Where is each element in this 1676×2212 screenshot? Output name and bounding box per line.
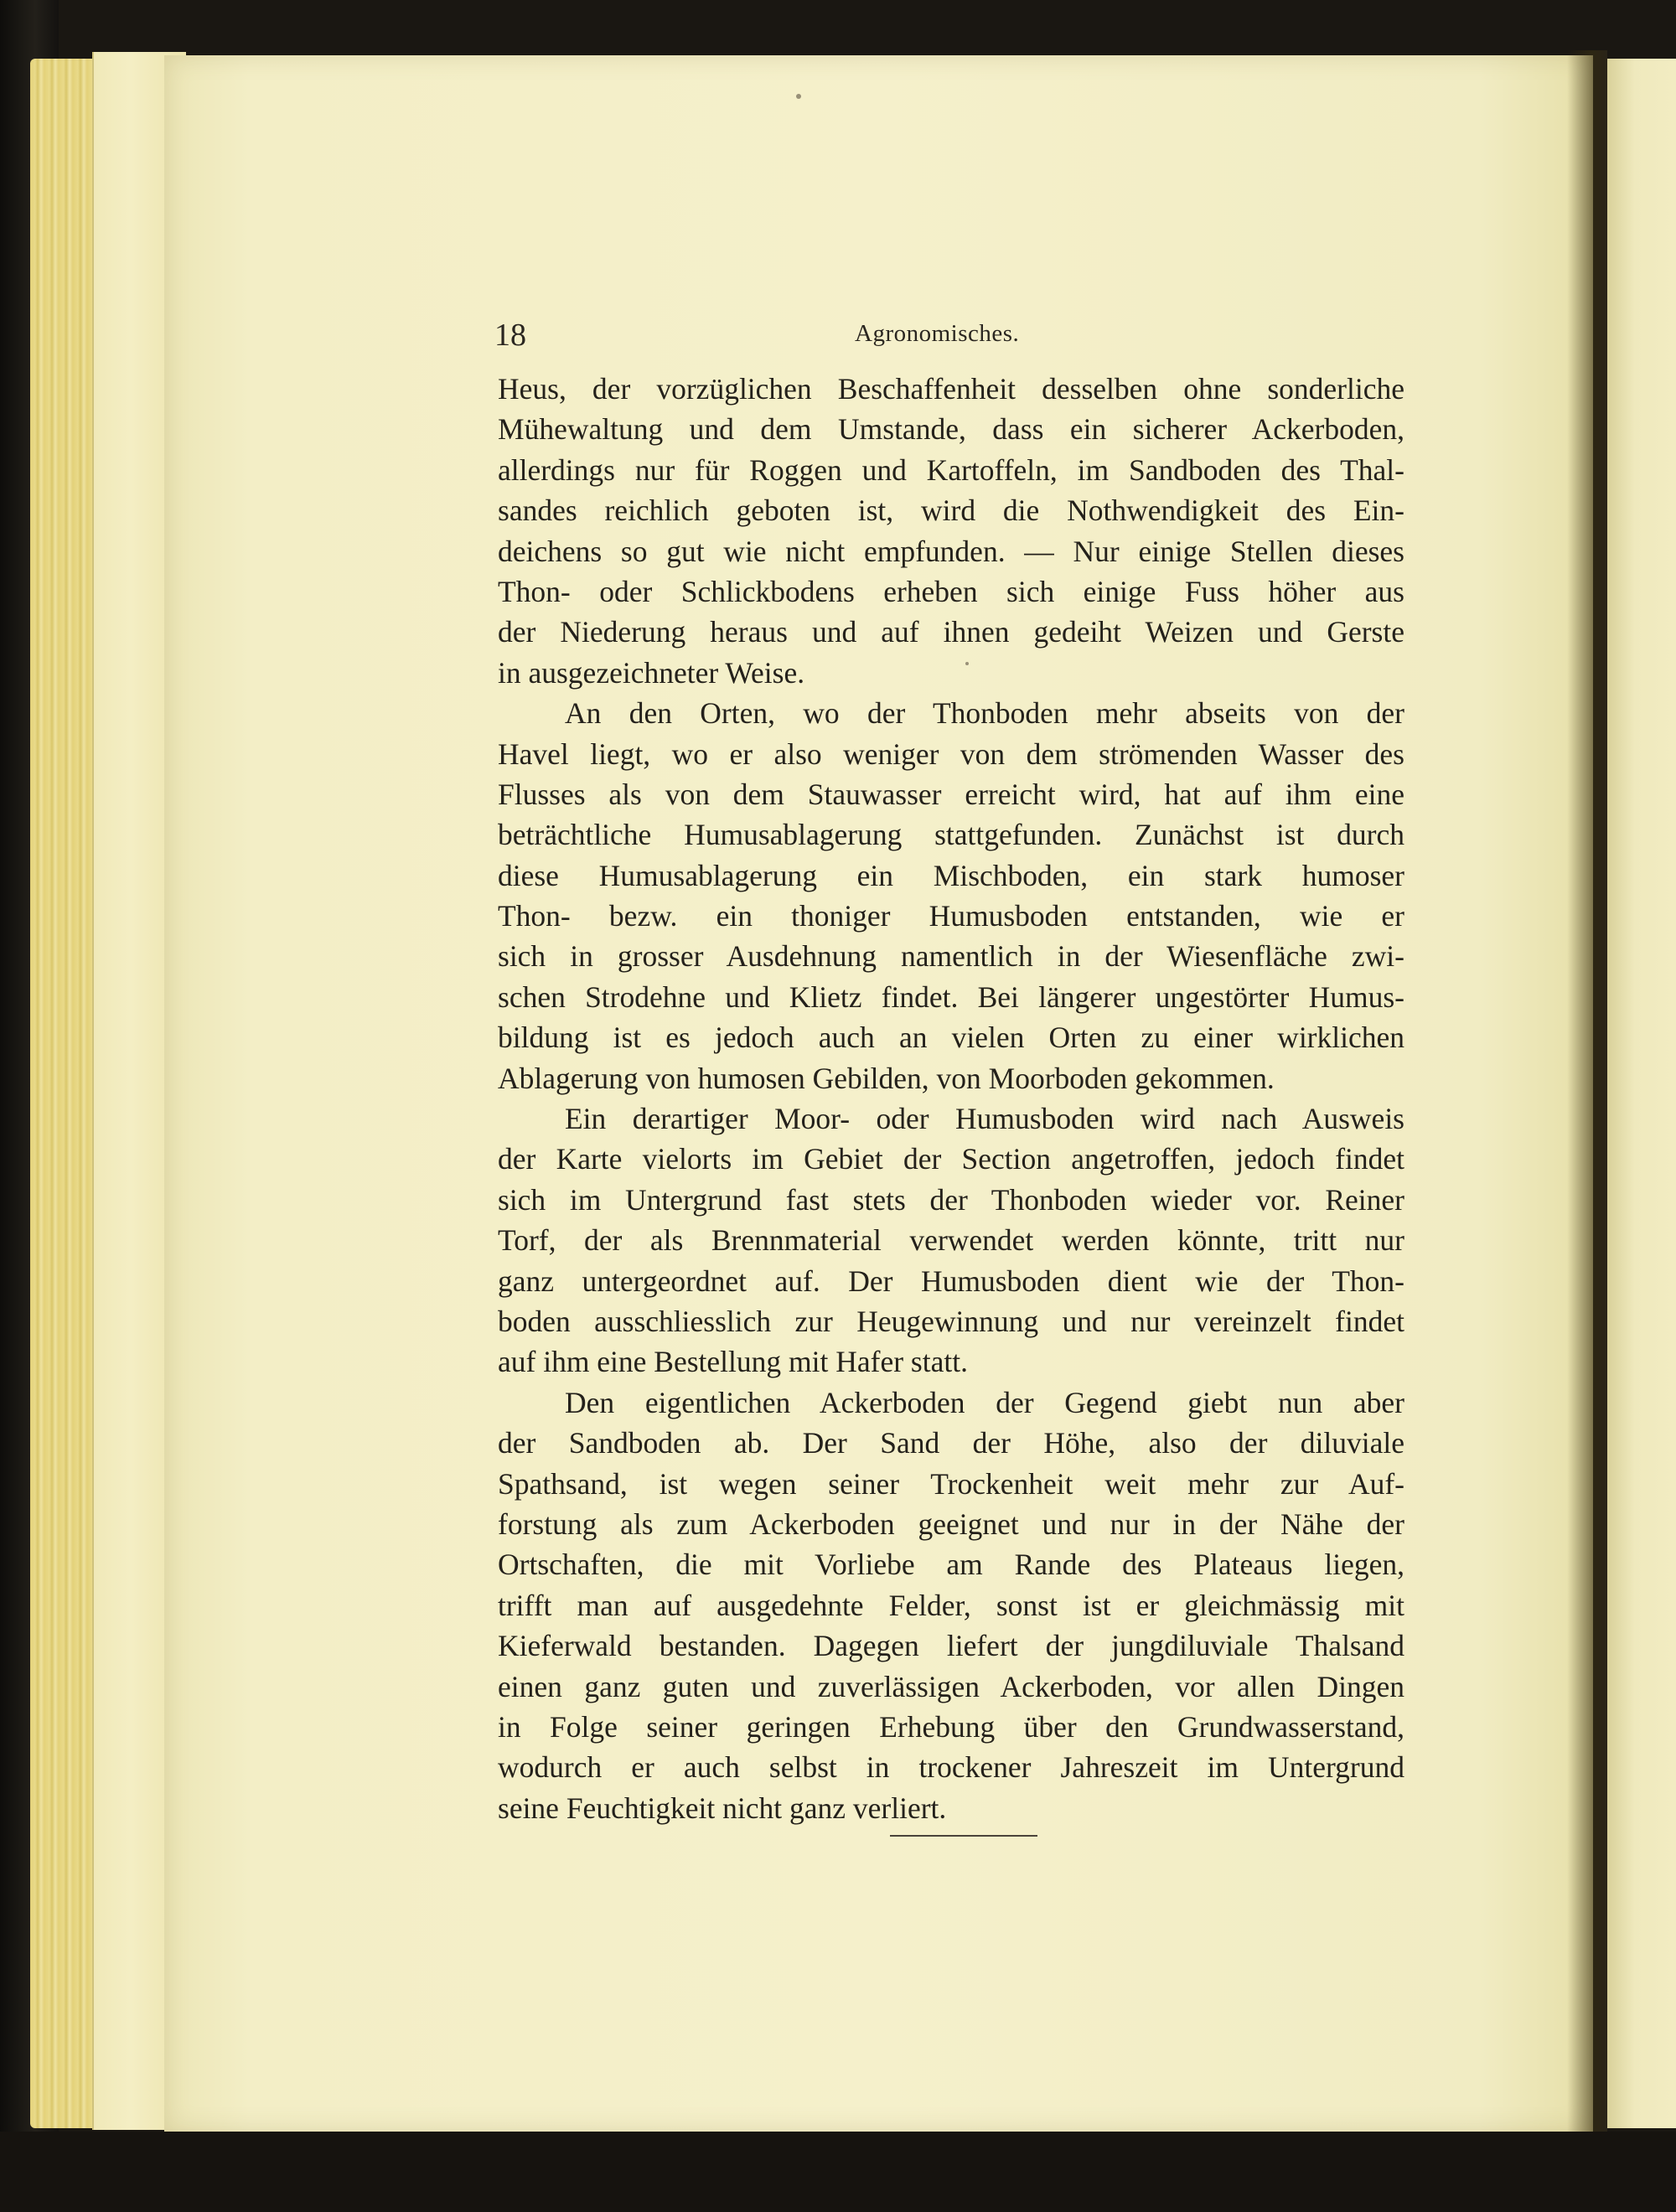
text-line: beträchtliche Humusablagerung stattgefunden. Zunächst ist durch [498, 818, 1404, 852]
text-line: Flusses als von dem Stauwasser erreicht wird, hat auf ihm eine [498, 777, 1404, 811]
text-line: wodurch er auch selbst in trockener Jahreszeit im Untergrund [498, 1750, 1404, 1785]
end-rule [890, 1835, 1037, 1837]
text-line: sich im Untergrund fast stets der Thonboden wieder vor. Reiner [498, 1182, 1404, 1217]
text-line: schen Strodehne und Klietz findet. Bei längerer ungestörter Humus- [498, 979, 1404, 1014]
text-line: Spathsand, ist wegen seiner Trockenheit weit mehr zur Auf- [498, 1466, 1404, 1501]
text-line: Ortschaften, die mit Vorliebe am Rande des Plateaus liegen, [498, 1548, 1404, 1582]
paragraph [498, 1098, 1404, 1382]
text-body [498, 369, 1404, 1828]
text-line: trifft man auf ausgedehnte Felder, sonst ist er gleichmässig mit [498, 1588, 1404, 1622]
text-line: Heus, der vorzüglichen Beschaffenheit desselben ohne sonderliche [498, 372, 1404, 406]
running-head [494, 317, 1408, 359]
text-line: boden ausschliesslich zur Heugewinnung und nur vereinzelt findet [498, 1304, 1404, 1338]
text-line: der Sandboden ab. Der Sand der Höhe, also der diluviale [498, 1426, 1404, 1460]
text-line: in Folge seiner geringen Erhebung über den Grundwasserstand, [498, 1709, 1404, 1744]
header-title: Agronomisches. [855, 320, 1020, 347]
text-line: bildung ist es jedoch auch an vielen Orten zu einer wirklichen [498, 1021, 1404, 1055]
paragraph [498, 1382, 1404, 1828]
text-line: sandes reichlich geboten ist, wird die Nothwendigkeit des Ein- [498, 494, 1404, 528]
text-line: Kieferwald bestanden. Dagegen liefert der jungdiluviale Thalsand [498, 1629, 1404, 1663]
paragraph [498, 693, 1404, 1098]
page-number: 18 [494, 318, 526, 353]
text-line: der Karte vielorts im Gebiet der Section angetroffen, jedoch findet [498, 1142, 1404, 1176]
text-line: Den eigentlichen Ackerboden der Gegend giebt nun aber [565, 1385, 1404, 1419]
text-line: forstung als zum Ackerboden geeignet und nur in der Nähe der [498, 1507, 1404, 1541]
text-line: auf ihm eine Bestellung mit Hafer statt. [498, 1345, 968, 1379]
text-line: Havel liegt, wo er also weniger von dem strömenden Wasser des [498, 736, 1404, 771]
facing-page [1607, 59, 1676, 2128]
text-line: Thon- oder Schlickbodens erheben sich einige Fuss höher aus [498, 574, 1404, 608]
text-line: Mühewaltung und dem Umstande, dass ein sicherer Ackerboden, [498, 412, 1404, 447]
text-line: Torf, der als Brennmaterial verwendet werden könnte, tritt nur [498, 1223, 1404, 1258]
text-line: der Niederung heraus und auf ihnen gedeiht Weizen und Gerste [498, 615, 1404, 649]
text-line: in ausgezeichneter Weise. [498, 655, 805, 690]
text-line: ganz untergeordnet auf. Der Humusboden dient wie der Thon- [498, 1264, 1404, 1298]
text-line: Ein derartiger Moor- oder Humusboden wird nach Ausweis [565, 1102, 1404, 1136]
text-line: Thon- bezw. ein thoniger Humusboden entstanden, wie er [498, 899, 1404, 933]
text-line: allerdings nur für Roggen und Kartoffeln, im Sandboden des Thal- [498, 452, 1404, 487]
text-line: einen ganz guten und zuverlässigen Ackerboden, vor allen Dingen [498, 1669, 1404, 1703]
gutter-shadow [1567, 50, 1607, 2137]
text-line: Ablagerung von humosen Gebilden, von Moorboden gekommen. [498, 1061, 1275, 1095]
text-line: seine Feuchtigkeit nicht ganz verliert. [498, 1791, 947, 1825]
paragraph [498, 369, 1404, 693]
text-line: An den Orten, wo der Thonboden mehr abseits von der [565, 696, 1404, 731]
text-line: deichens so gut wie nicht empfunden. — Nur einige Stellen dieses [498, 534, 1404, 568]
background-bottom [0, 2132, 1676, 2212]
text-line: diese Humusablagerung ein Mischboden, ein stark humoser [498, 858, 1404, 892]
ink-speck [796, 94, 801, 99]
text-line: sich in grosser Ausdehnung namentlich in der Wiesenfläche zwi- [498, 939, 1404, 974]
